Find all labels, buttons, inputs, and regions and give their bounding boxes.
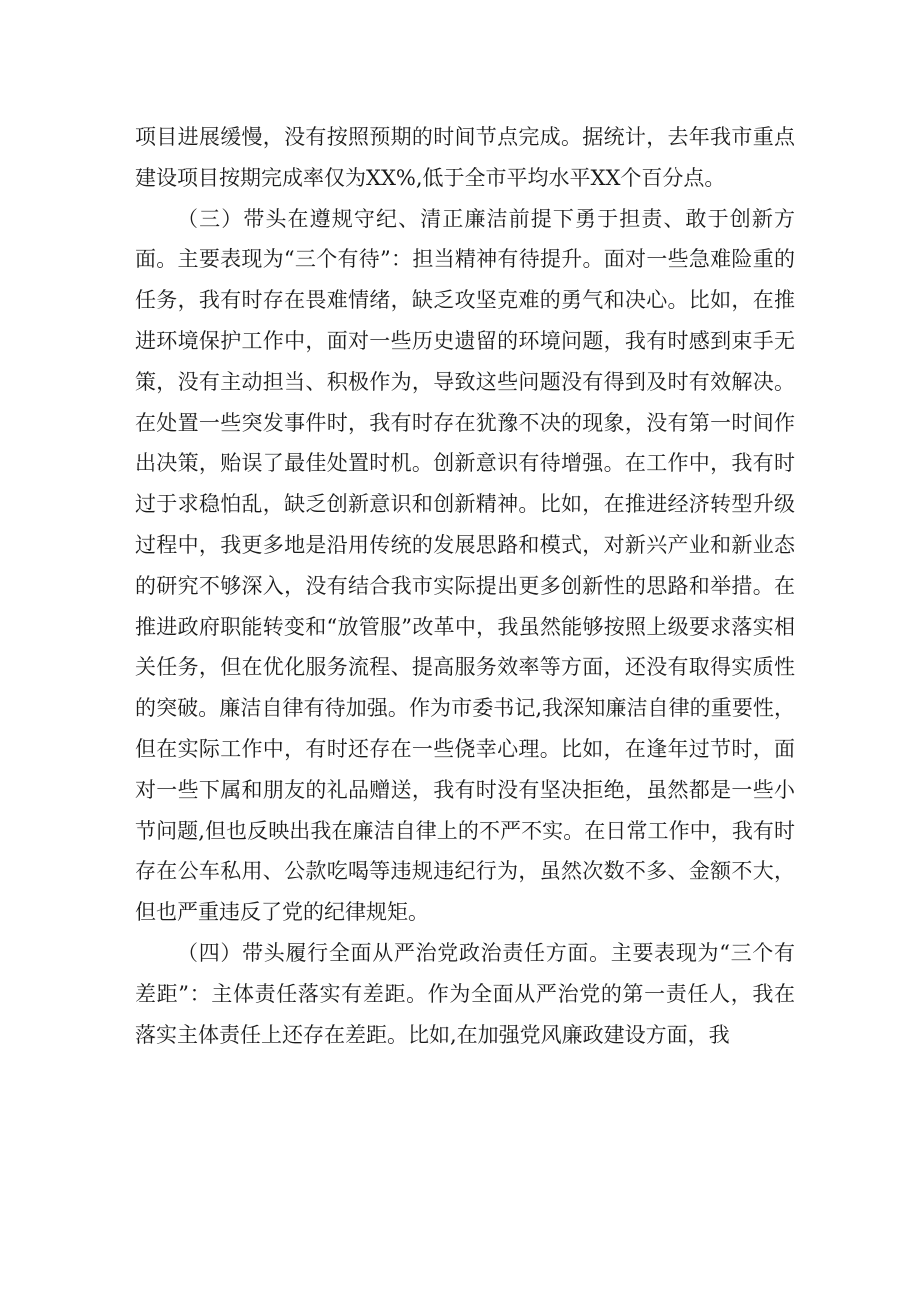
paragraph-section-three: （三）带头在遵规守纪、清正廉洁前提下勇于担责、敢于创新方面。主要表现为“三个有待”：担当精神有待提升。面对一些急难险重的任务，我有时存在畏难情绪，缺乏攻坚克难的勇气和决心。比如，在推进环境保护工作中，面对一些历史遗留的环境问题，我有时感到束手无策，没有主动担当、积极作为，导致这些问题没有得到及时有效解决。在处置一些突发事件时，我有时存在犹豫不决的现象，没有第一时间作出决策，贻误了最佳处置时机。创新意识有待增强。在工作中，我有时过于求稳怕乱，缺乏创新意识和创新精神。比如，在推进经济转型升级过程中，我更多地是沿用传统的发展思路和模式，对新兴产业和新业态的研究不够深入，没有结合我市实际提出更多创新性的思路和举措。在推进政府职能转变和“放管服”改革中，我虽然能够按照上级要求落实相关任务，但在优化服务流程、提高服务效率等方面，还没有取得实质性的突破。廉洁自律有待加强。作为市委书记,我深知廉洁自律的重要性，但在实际工作中，有时还存在一些侥幸心理。比如，在逢年过节时，面对一些下属和朋友的礼品赠送，我有时没有坚决拒绝，虽然都是一些小节问题,但也反映出我在廉洁自律上的不严不实。在日常工作中，我有时存在公车私用、公款吃喝等违规违纪行为，虽然次数不多、金额不大，但也严重违反了党的纪律规矩。 bbox=[135, 206, 795, 925]
paragraph-continuation: 项目进展缓慢，没有按照预期的时间节点完成。据统计，去年我市重点建设项目按期完成率仅为XX%,低于全市平均水平XX个百分点。 bbox=[135, 125, 795, 190]
paragraph-section-four: （四）带头履行全面从严治党政治责任方面。主要表现为“三个有差距”：主体责任落实有差距。作为全面从严治党的第一责任人，我在落实主体责任上还存在差距。比如,在加强党风廉政建设方面，我 bbox=[135, 940, 795, 1047]
document-body bbox=[135, 117, 795, 1055]
